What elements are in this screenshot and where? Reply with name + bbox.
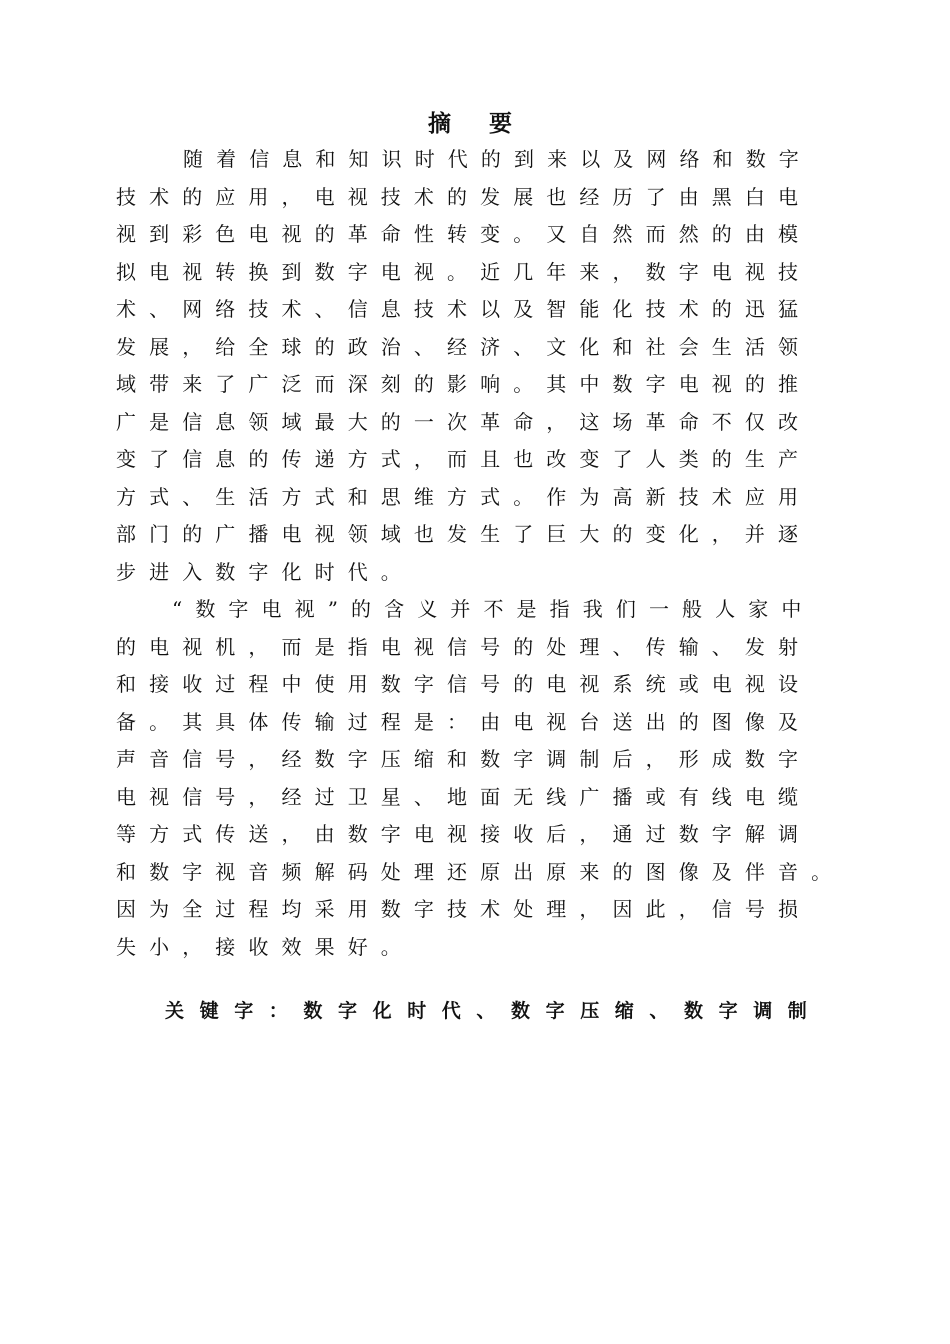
- text-line: 拟电视转换到数字电视。近几年来，数字电视技: [116, 259, 812, 284]
- text-line: 步进入数字化时代。: [116, 559, 414, 584]
- text-line: 和数字视音频解码处理还原出原来的图像及伴音。: [116, 859, 845, 884]
- abstract-title-part2: 要: [489, 110, 512, 137]
- text-line: 变了信息的传递方式，而且也改变了人类的生产: [116, 447, 812, 471]
- text-line: 域带来了广泛而深刻的影响。其中数字电视的推: [116, 372, 812, 396]
- text-line: “数字电视”的含义并不是指我们一般人家中: [172, 597, 815, 621]
- text-line: 和接收过程中使用数字信号的电视系统或电视设: [116, 672, 812, 696]
- paragraph-2: [116, 591, 856, 966]
- text-line: 技术的应用，电视技术的发展也经历了由黑白电: [116, 184, 812, 209]
- text-line: 随着信息和知识时代的到来以及网络和数字: [183, 147, 812, 171]
- text-line: 声音信号，经数字压缩和数字调制后，形成数字: [116, 747, 812, 771]
- text-line: 部门的广播电视领域也发生了巨大的变化，并逐: [116, 522, 812, 546]
- text-line: 方式、生活方式和思维方式。作为高新技术应用: [116, 484, 812, 509]
- text-line: 广是信息领域最大的一次革命，这场革命不仅改: [116, 409, 812, 434]
- text-line: 失小，接收效果好。: [116, 934, 414, 959]
- abstract-title-part1: 摘: [428, 110, 451, 137]
- paragraph-1: [116, 141, 856, 591]
- text-line: 电视信号，经过卫星、地面无线广播或有线电缆: [116, 784, 812, 809]
- text-line: 术、网络技术、信息技术以及智能化技术的迅猛: [116, 297, 812, 321]
- text-line: 等方式传送，由数字电视接收后，通过数字解调: [116, 822, 812, 846]
- keywords-line: 关键字：数字化时代、数字压缩、数字调制: [165, 1000, 823, 1022]
- text-line: 发展，给全球的政治、经济、文化和社会生活领: [116, 334, 812, 359]
- text-line: 的电视机，而是指电视信号的处理、传输、发射: [116, 634, 812, 659]
- text-line: 备。其具体传输过程是：由电视台送出的图像及: [116, 709, 812, 734]
- text-line: 因为全过程均采用数字技术处理，因此，信号损: [116, 897, 812, 921]
- abstract-title: [0, 108, 940, 140]
- text-line: 视到彩色电视的革命性转变。又自然而然的由模: [116, 222, 812, 246]
- abstract-body: [116, 141, 856, 966]
